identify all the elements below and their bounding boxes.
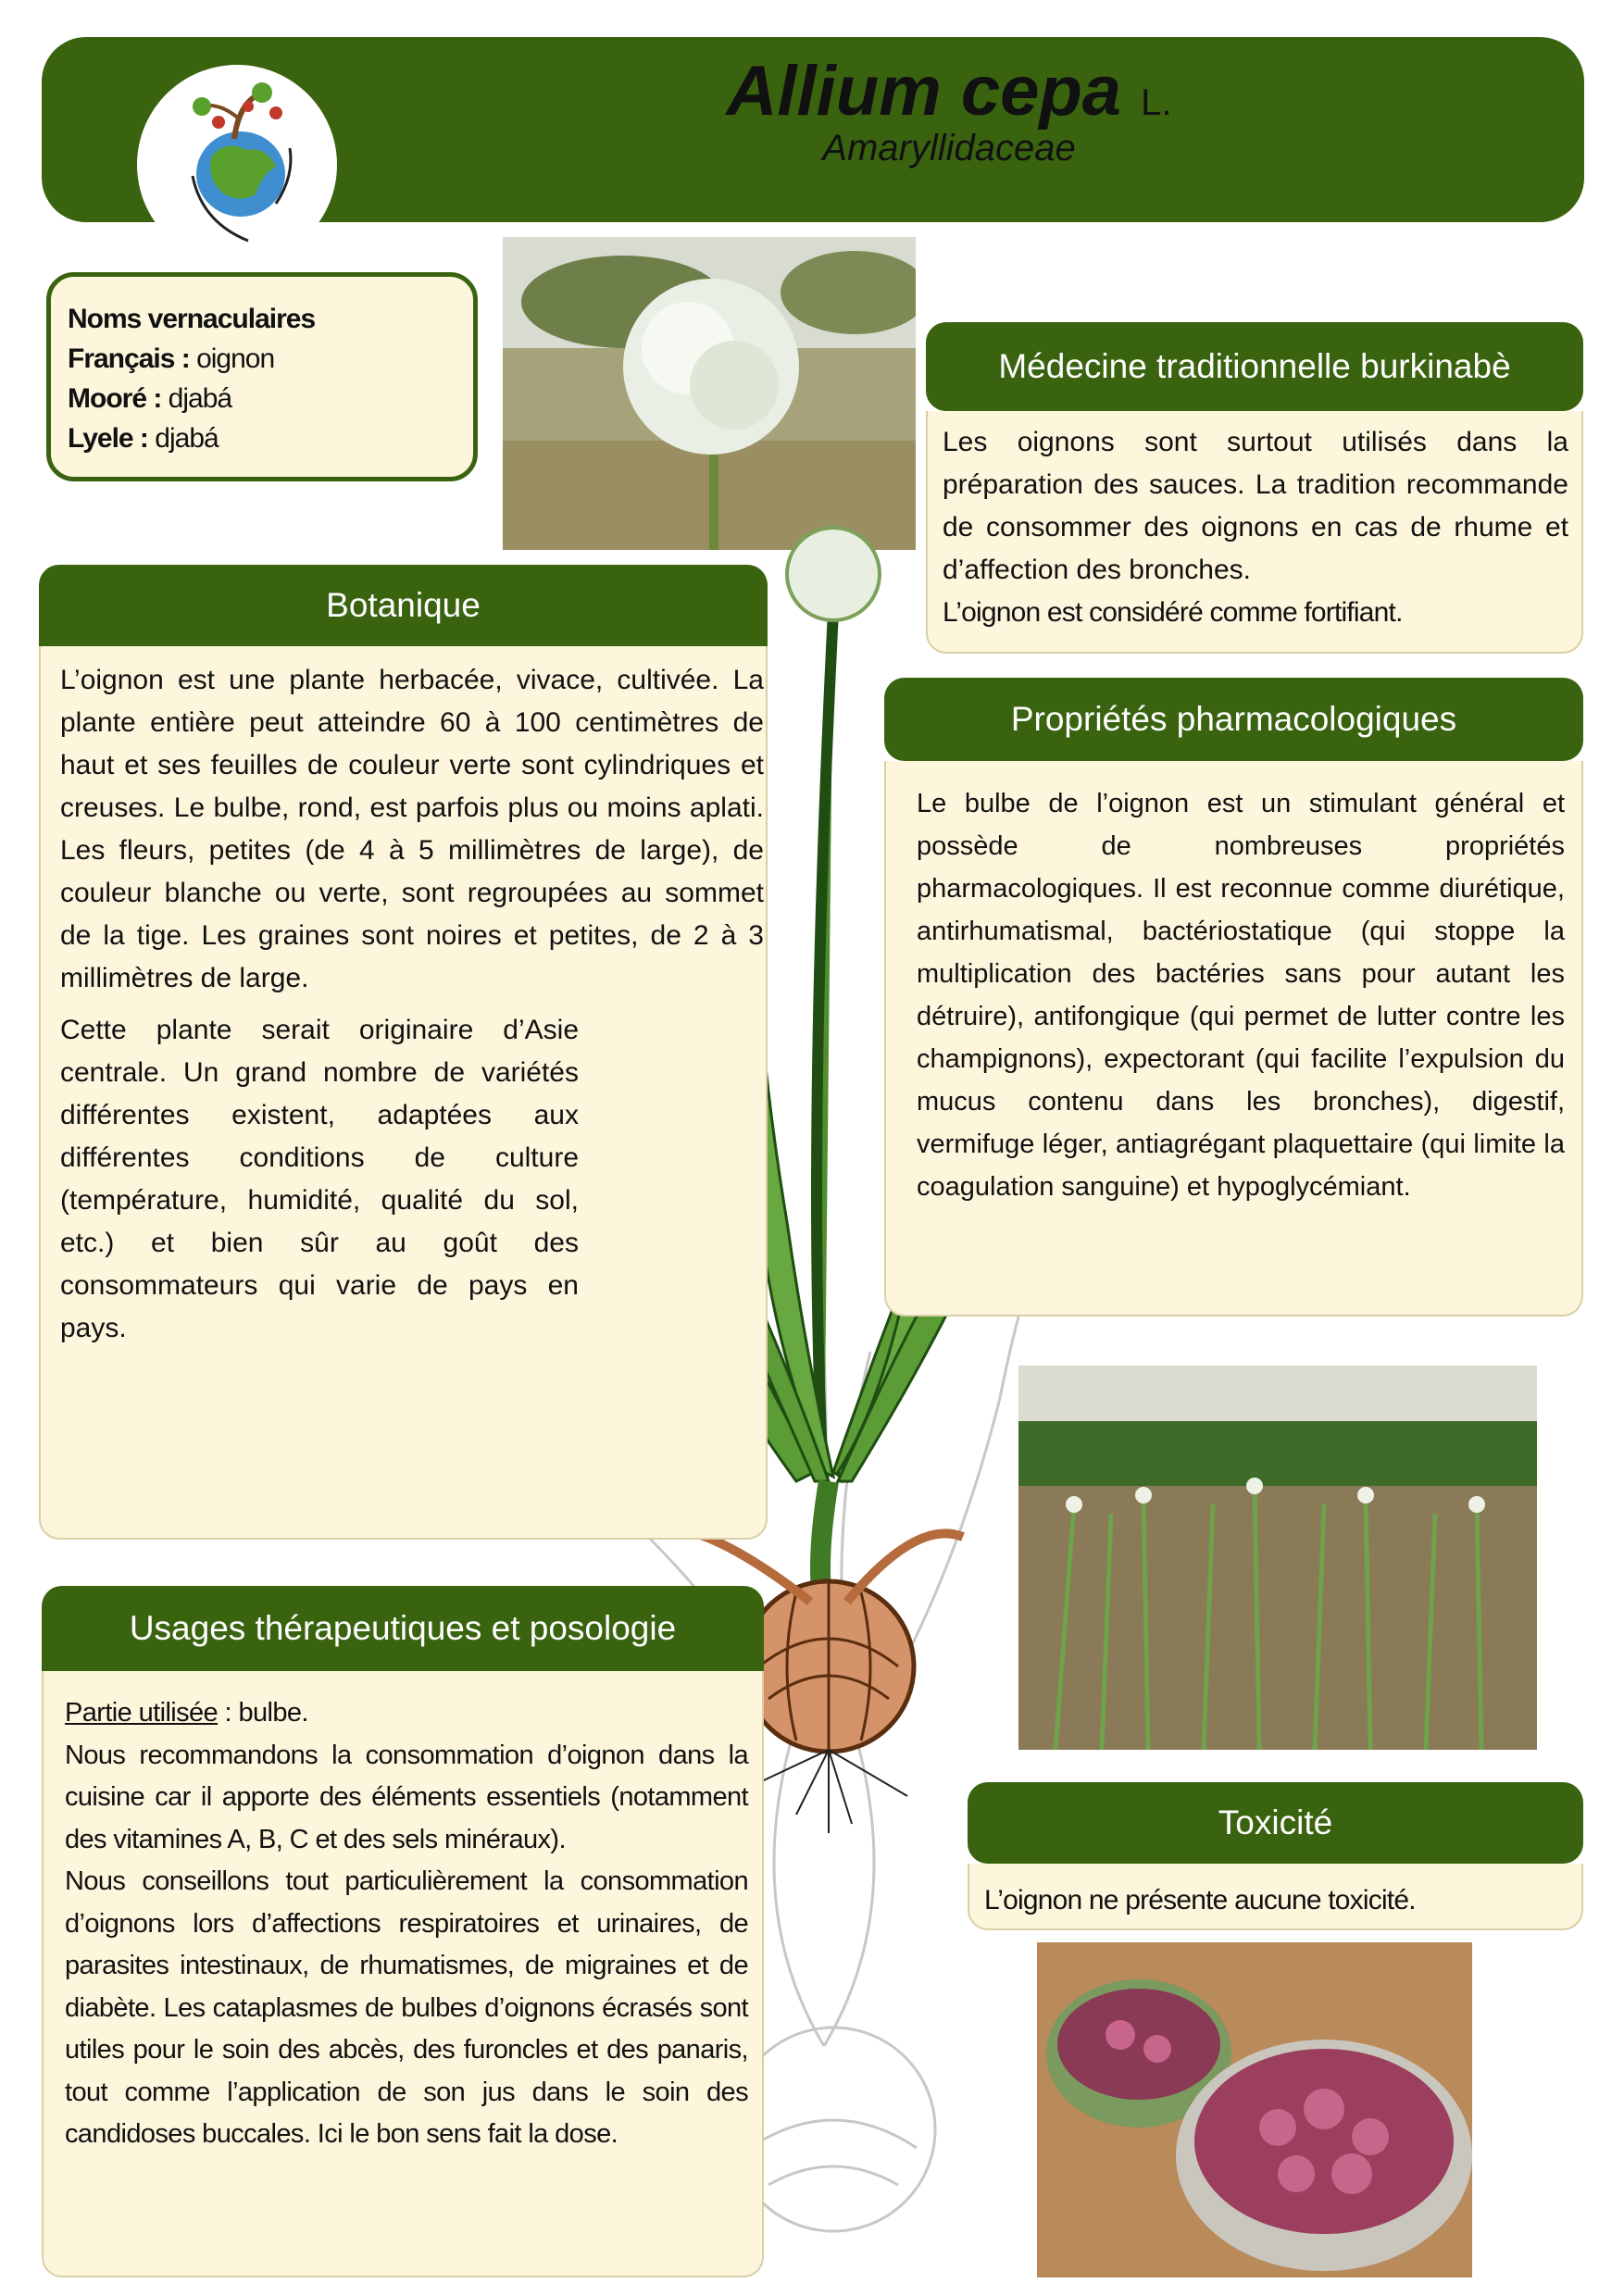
onion-field-photo (1018, 1366, 1537, 1750)
usages-paragraph-1: Nous recommandons la consommation d’oignon dans la cuisine car il apporte des éléments essentiels (notamment des vitamines A, B, C et des sels minéraux). (65, 1740, 748, 1854)
usages-text (65, 1692, 748, 2156)
part-used-line (65, 1692, 748, 1735)
species-name: Allium cepa (726, 52, 1122, 131)
part-used-value: : bulbe. (218, 1698, 308, 1728)
botanique-header: Botanique (39, 565, 768, 646)
species-author: L. (1141, 82, 1172, 123)
vernacular-names-box (46, 272, 478, 481)
proprietes-text (917, 782, 1565, 1208)
botanique-paragraph-2: Cette plante serait originaire d’Asie centrale. Un grand nombre de variétés différentes existent, adaptées aux différentes conditions de culture (température, humidité, qualité du sol, etc.) et bien sûr au goût des consommateurs qui varie de pays en pays. (60, 1015, 579, 1343)
medecine-paragraph-1: Les oignons sont surtout utilisés dans la préparation des sauces. La tradition recommande de consommer des oignons en cas de rhume et d’affection des bronches. (943, 427, 1568, 585)
proprietes-header: Propriétés pharmacologiques (884, 678, 1583, 761)
vernacular-entry-lyele: Lyele : djabá (68, 423, 219, 454)
usages-header: Usages thérapeutiques et posologie (42, 1586, 764, 1671)
species-title (556, 51, 1343, 131)
vernacular-heading: Noms vernaculaires (68, 304, 316, 334)
jardins-du-monde-logo (137, 65, 337, 265)
medecine-text (943, 421, 1568, 634)
proprietes-paragraph: Le bulbe de l’oignon est un stimulant général et possède de nombreuses propriétés pharmacologiques. Il est reconnue comme diurétique, antirhumatismal, bactériostatique (qui stoppe la multiplication des bactéries sans pour autant les détruire), antifongique (qui permet de lutter contre les champignons), expectorant (qui facilite l’expulsion du mucus contenu dans les bronches), digestif, vermifuge léger, antiagrégant plaquettaire (qui limite la coagulation sanguine) et hypoglycémiant. (917, 789, 1565, 1202)
botanique-text (60, 659, 764, 1359)
onion-flower-photo (503, 237, 916, 550)
botanique-paragraph-1: L’oignon est une plante herbacée, vivace, cultivée. La plante entière peut atteindre 60 à 100 centimètres de haut et ses feuilles de couleur verte sont cylindriques et creuses. Le bulbe, rond, est parfois plus ou moins aplati. Les fleurs, petites (de 4 à 5 millimètres de large), de couleur blanche ou verte, sont regroupées au sommet de la tige. Les graines sont noires et petites, de 2 à 3 millimètres de large. (60, 665, 764, 993)
medecine-header: Médecine traditionnelle burkinabè (926, 322, 1583, 411)
part-used-label: Partie utilisée (65, 1698, 219, 1728)
vernacular-entry-french: Français : oignon (68, 343, 275, 374)
onion-bowls-photo (1037, 1942, 1472, 2277)
family-name: Amaryllidaceae (822, 128, 1076, 168)
usages-paragraph-2: Nous conseillons tout particulièrement la consommation d’oignons lors d’affections respiratoires et urinaires, de parasites intestinaux, de rhumatismes, de migraines et de diabète. Les cataplasmes de bulbes d’oignons écrasés sont utiles pour le soin des abcès, des furoncles et des panaris, tout comme l’application de son jus dans le soin des candidoses buccales. Ici le bon sens fait la dose. (65, 1866, 748, 2149)
toxicite-header: Toxicité (968, 1782, 1583, 1864)
toxicite-text: L’oignon ne présente aucune toxicité. (984, 1885, 1416, 1915)
vernacular-entry-moore: Mooré : djabá (68, 383, 232, 414)
medecine-paragraph-2: L’oignon est considéré comme fortifiant. (943, 597, 1403, 628)
